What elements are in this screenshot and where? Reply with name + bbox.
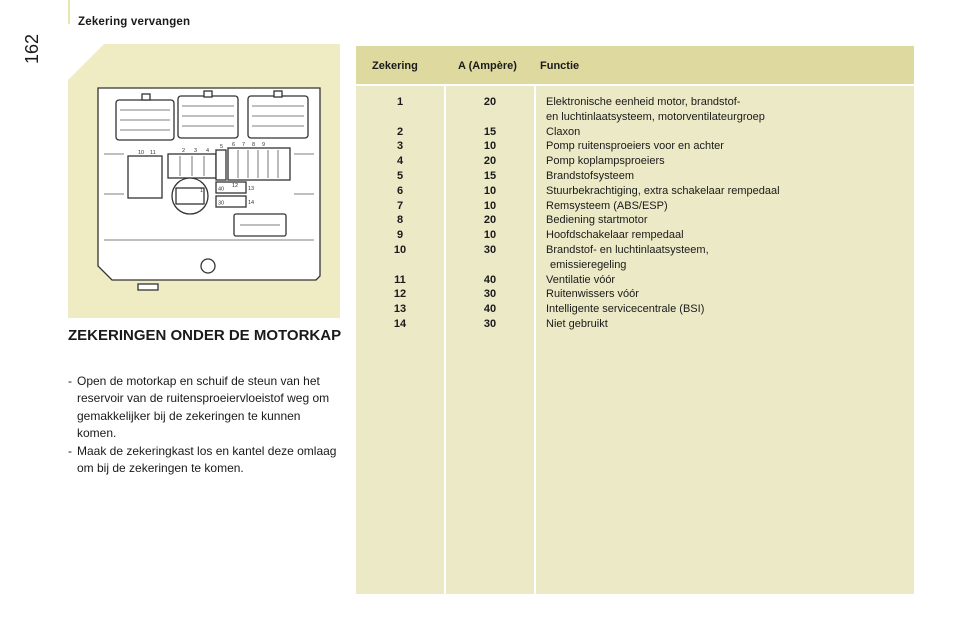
table-header [356, 46, 914, 84]
function-line: Brandstofsysteem [546, 169, 635, 182]
fuse-function [546, 317, 906, 332]
fuse-function [546, 273, 906, 288]
fuse-label-12: 12 [232, 183, 239, 189]
function-line: Elektronische eenheid motor, brandstof- [546, 96, 741, 108]
fuse-label-2: 2 [182, 148, 186, 154]
fuse-function [546, 154, 906, 169]
fuse-ampere: 10 [483, 229, 497, 242]
function-line: Claxon [546, 125, 581, 138]
function-line: Hoofdschakelaar rempedaal [546, 229, 684, 242]
column-header-ampere: A (Ampère) [458, 60, 517, 72]
column-header-function: Functie [540, 60, 580, 72]
function-line: Intelligente servicecentrale (BSI) [546, 303, 705, 316]
fuse-function [546, 302, 906, 317]
instruction-list [68, 373, 340, 477]
table-row [356, 139, 914, 154]
fuse-label-10: 10 [138, 150, 145, 156]
function-line: Pomp ruitensproeiers voor en achter [546, 140, 724, 153]
table-row [356, 243, 914, 273]
fuse-ampere: 15 [483, 125, 497, 138]
fuse-ampere: 10 [483, 184, 497, 197]
section-heading: ZEKERINGEN ONDER DE MOTORKAP [68, 327, 342, 344]
fuse-function [546, 243, 906, 273]
fuse-label-40: 40 [218, 186, 225, 193]
table-row [356, 184, 914, 199]
fuse-table [356, 46, 914, 594]
table-row [356, 287, 914, 302]
fuse-label-13: 13 [248, 186, 255, 192]
table-row [356, 273, 914, 288]
header-divider [356, 84, 914, 86]
fuse-number: 14 [393, 317, 407, 330]
fuse-function [546, 213, 906, 228]
table-row [356, 213, 914, 228]
table-row [356, 125, 914, 140]
fuse-label-6: 6 [232, 142, 236, 148]
fuse-number: 10 [393, 243, 407, 256]
fuse-number: 12 [393, 288, 407, 301]
fuse-ampere: 20 [483, 155, 497, 168]
fuse-number: 11 [394, 273, 406, 286]
fuse-ampere: 40 [483, 303, 497, 316]
fuse-ampere: 30 [483, 317, 497, 330]
fuse-number: 3 [396, 140, 404, 153]
table-row [356, 228, 914, 243]
fuse-label-1: 1 [200, 188, 204, 194]
fuse-label-9: 9 [262, 142, 266, 148]
fuse-function [546, 125, 906, 140]
table-row [356, 199, 914, 214]
page-number: 162 [22, 33, 42, 64]
fuse-function [546, 228, 906, 243]
table-row [356, 154, 914, 169]
table-body [356, 95, 914, 332]
table-row [356, 302, 914, 317]
fuse-box-figure [68, 44, 340, 318]
fuse-label-30: 30 [218, 200, 225, 207]
function-line: Ruitenwissers vóór [546, 288, 639, 301]
fuse-ampere: 20 [483, 214, 497, 227]
relay-block [128, 156, 162, 198]
fuse-number: 2 [396, 125, 404, 138]
fuse-label-3: 3 [194, 148, 198, 154]
function-line: emissieregeling [550, 258, 627, 271]
fuse-ampere: 20 [483, 96, 497, 108]
fuse-ampere: 30 [483, 243, 497, 256]
function-line: Ventilatie vóór [546, 273, 616, 286]
fuse-row-right [228, 148, 290, 180]
fuse-number: 4 [396, 155, 404, 168]
connector-right [248, 96, 308, 138]
fuse-ampere: 40 [483, 273, 497, 286]
fuse-number: 13 [393, 303, 407, 316]
fuse-ampere: 15 [483, 169, 497, 182]
fuse-function [546, 169, 906, 184]
function-line: en luchtinlaatsysteem, motorventilateurgroep [546, 110, 765, 123]
fuse-function [546, 184, 906, 199]
function-line: Remsysteem (ABS/ESP) [546, 199, 668, 212]
fuse-function [546, 199, 906, 214]
table-row [356, 317, 914, 332]
fuse-box-diagram [68, 44, 340, 318]
fuse-label-14: 14 [248, 200, 255, 206]
instruction-step: - Maak de zekeringkast los en kantel deze omlaag om bij de zekeringen te komen. [68, 443, 337, 476]
fuse-label-8: 8 [252, 142, 256, 148]
fuse-number: 6 [396, 184, 404, 197]
function-line: Pomp koplampsproeiers [546, 155, 665, 168]
fuse-label-11: 11 [150, 150, 156, 156]
section-marker-bar [68, 0, 70, 24]
connector-middle [178, 96, 238, 138]
table-row [356, 95, 914, 125]
fuse-ampere: 30 [483, 288, 497, 301]
column-header-fuse: Zekering [372, 60, 418, 72]
fuse-function [546, 95, 906, 125]
fuse-number: 5 [396, 169, 404, 182]
table-row [356, 169, 914, 184]
fuse-ampere: 10 [483, 140, 497, 153]
fuse-label-5: 5 [220, 144, 224, 150]
instruction-step: - Open de motorkap en schuif de steun van het reservoir van de ruitensproeiervloeistof weg om gemakkelijker bij de zekeringen te kunnen komen. [68, 374, 330, 441]
function-line: Bediening startmotor [546, 214, 648, 227]
fuse-function [546, 139, 906, 154]
fuse-number: 9 [396, 229, 404, 242]
fuse-label-4: 4 [206, 148, 210, 154]
function-line: Stuurbekrachtiging, extra schakelaar rempedaal [546, 184, 780, 197]
fuse-ampere: 10 [483, 199, 497, 212]
fuse-number: 7 [396, 199, 404, 212]
fuse-function [546, 287, 906, 302]
fuse-number: 1 [396, 96, 404, 108]
fuse-label-7: 7 [242, 142, 246, 148]
section-header: Zekering vervangen [78, 16, 191, 28]
fuse-number: 8 [396, 214, 404, 227]
function-line: Niet gebruikt [546, 317, 608, 330]
panel-corner [68, 44, 104, 80]
function-line: Brandstof- en luchtinlaatsysteem, [546, 243, 709, 256]
